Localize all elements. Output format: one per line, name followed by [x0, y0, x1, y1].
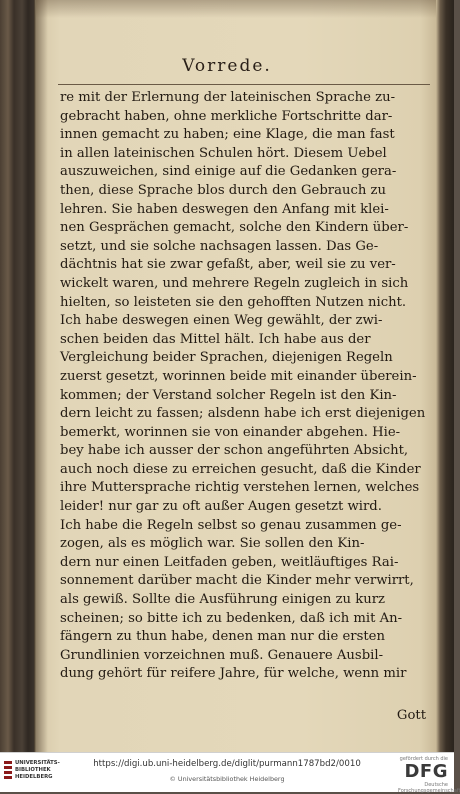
text-line: dern leicht zu fassen; alsdenn habe ich erst diejenigen [60, 406, 426, 422]
text-line: dächtnis hat sie zwar gefaßt, aber, weil sie zu ver- [60, 257, 396, 273]
dfg-fullname: Deutsche Forschungsgemeinschaft [398, 782, 460, 794]
dfg-wordmark: DFG [404, 761, 448, 782]
text-line: auch noch diese zu erreichen gesucht, daß die Kinder [60, 461, 421, 477]
text-line: Grundlinien vorzeichnen muß. Genauere Ausbil- [60, 647, 384, 663]
copyright-notice: © Universitätsbibliothek Heidelberg [169, 775, 285, 783]
text-line: sonnement darüber macht die Kinder mehr verwirrt, [60, 573, 414, 589]
text-line: wickelt waren, und mehrere Regeln zugleich in sich [60, 275, 409, 291]
text-line: zogen, als es möglich war. Sie sollen den Kin- [60, 536, 365, 552]
text-line: dern nur einen Leitfaden geben, weitläuftiges Rai- [60, 554, 399, 570]
text-line: in allen lateinischen Schulen hört. Diesem Uebel [60, 145, 387, 161]
text-line: kommen; der Verstand solcher Regeln ist den Kin- [60, 387, 397, 403]
dfg-funded-label: gefördert durch die [399, 756, 448, 762]
text-line: bey habe ich ausser der schon angeführten Absicht, [60, 443, 409, 459]
spine-shadow [34, 0, 48, 752]
page-body [60, 89, 436, 684]
text-line: Ich habe deswegen einen Weg gewählt, der zwi- [60, 313, 383, 329]
text-line: schen beiden das Mittel hält. Ich habe aus der [60, 331, 371, 347]
text-line: Vergleichung beider Sprachen, diejenigen Regeln [60, 350, 393, 366]
text-line: scheinen; so bitte ich zu bedenken, daß ich mit An- [60, 610, 403, 626]
text-line: hielten, so leisteten sie den gehofften Nutzen nicht. [60, 294, 407, 310]
header-rule [58, 84, 430, 85]
dfg-logo[interactable] [398, 756, 460, 794]
text-line: innen gemacht zu haben; eine Klage, die man fast [60, 127, 395, 143]
catchword: Gott [396, 708, 426, 723]
text-line: Ich habe die Regeln selbst so genau zusammen ge- [60, 517, 402, 533]
text-line: lehren. Sie haben deswegen den Anfang mit klei- [60, 201, 389, 217]
library-logo-text: UNIVERSITÄTS- BIBLIOTHEK HEIDELBERG [15, 760, 60, 780]
permalink-url[interactable]: https://digi.ub.uni-heidelberg.de/diglit/purmann1787bd2/0010 [93, 759, 361, 769]
text-line: bemerkt, worinnen sie von einander abgehen. Hie- [60, 424, 401, 440]
text-line: leider! nur gar zu oft außer Augen gesetzt wird. [60, 499, 382, 515]
text-line: auszuweichen, sind einige auf die Gedanken gera- [60, 164, 397, 180]
text-line: re mit der Erlernung der lateinischen Sprache zu- [60, 90, 396, 105]
text-line: then, diese Sprache blos durch den Gebrauch zu [60, 182, 386, 198]
text-line: als gewiß. Sollte die Ausführung einigen zu kurz [60, 592, 385, 608]
text-line: fängern zu thun habe, denen man nur die ersten [60, 629, 385, 645]
text-line: dung gehört für reifere Jahre, für welche, wenn mir [60, 666, 407, 682]
page-top-shadow [36, 0, 436, 18]
text-line: nen Gesprächen gemacht, solche den Kindern über- [60, 220, 409, 236]
viewer-footer [0, 752, 460, 794]
text-line: ihre Muttersprache richtig verstehen lernen, welches [60, 480, 420, 496]
page-header: Vorrede. [182, 56, 272, 76]
text-line: setzt, und sie solche nachsagen lassen. Das Ge- [60, 238, 379, 254]
text-line: zuerst gesetzt, worinnen beide mit einander überein- [60, 368, 417, 384]
text-line: gebracht haben, ohne merkliche Fortschritte dar- [60, 108, 393, 124]
